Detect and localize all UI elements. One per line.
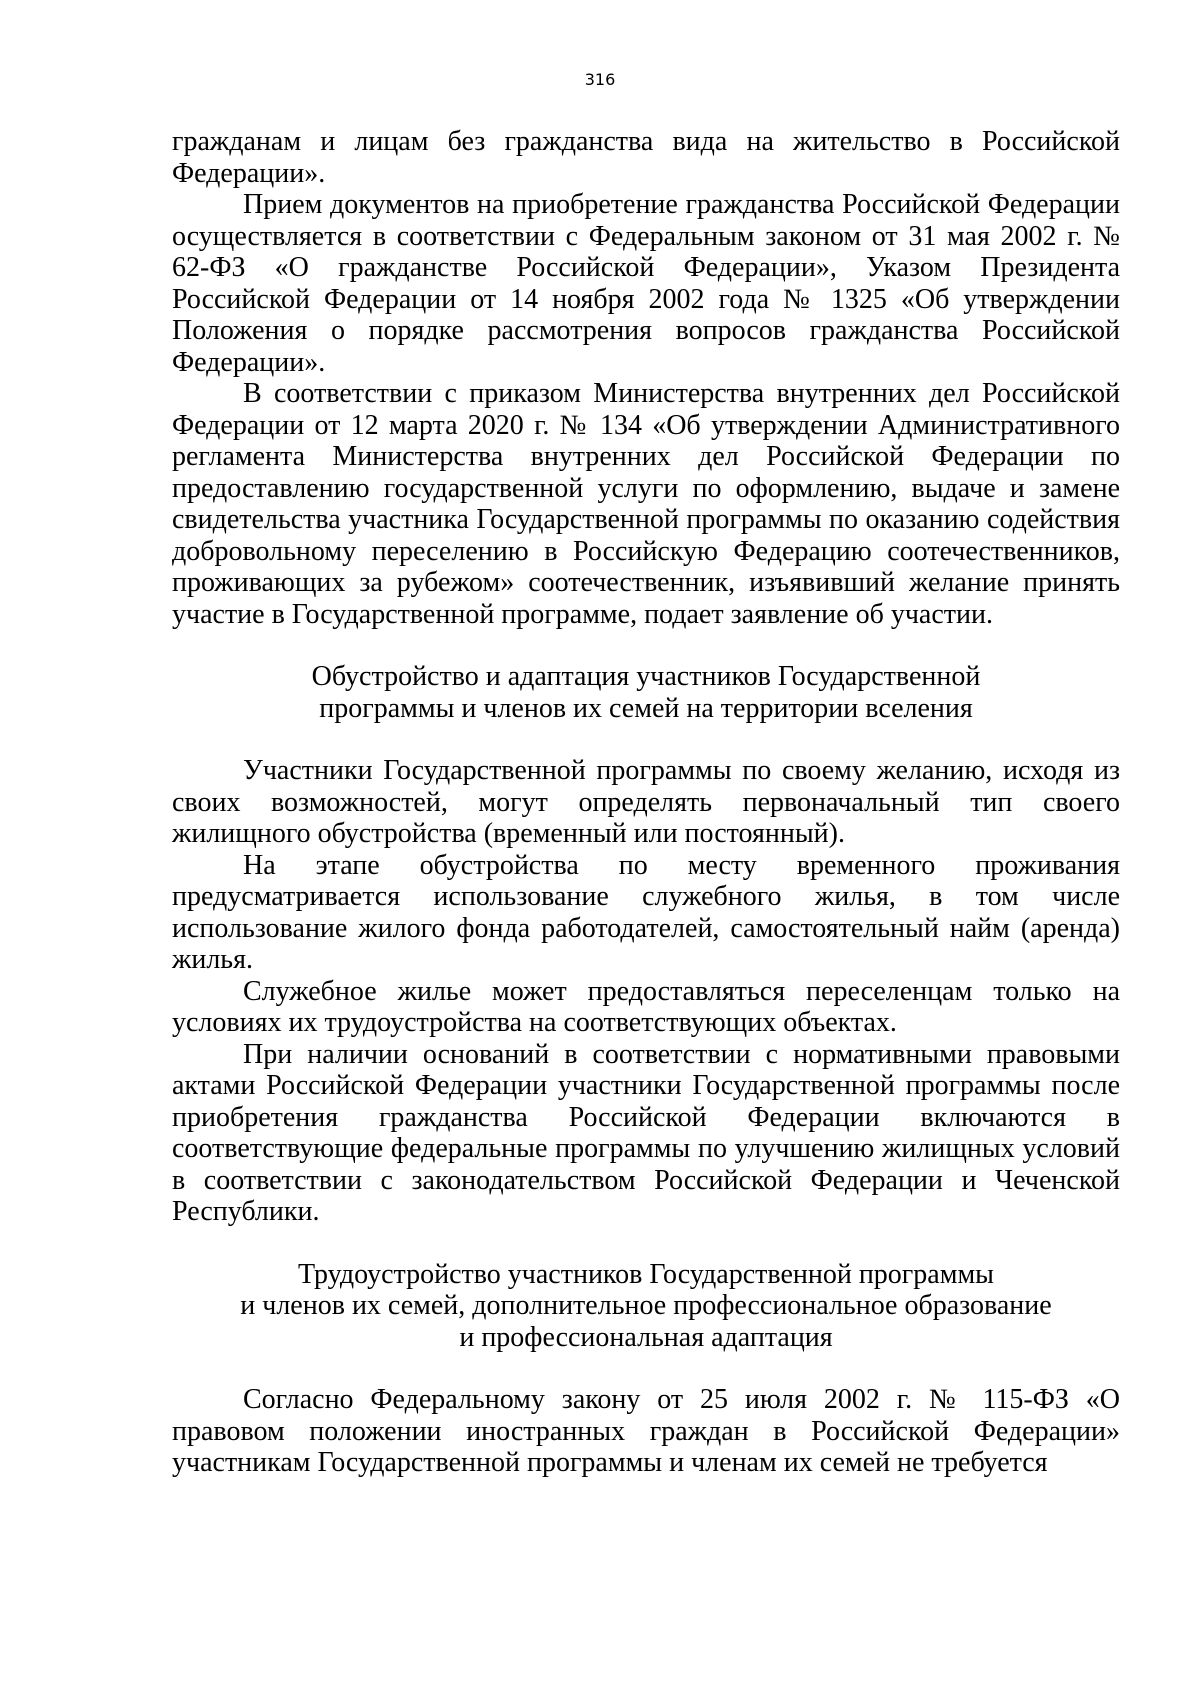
section-heading-line: и профессиональная адаптация [459, 1321, 833, 1353]
section-heading-employment [172, 1259, 1120, 1354]
page-number: 316 [584, 70, 616, 89]
section-heading-line: программы и членов их семей на территории вселения [319, 692, 973, 724]
paragraph-federal-law-115: Согласно Федеральному закону от 25 июля 2002 г. № 115-ФЗ «О правовом положении иностранных граждан в Российской Федерации» участникам Государственной программы и членам их семей не требуется [172, 1384, 1120, 1478]
section-heading-line: и членов их семей, дополнительное профессиональное образование [240, 1290, 1052, 1321]
paragraph-service-housing: Служебное жилье может предоставляться переселенцам только на условиях их трудоустройства на соответствующих объектах. [172, 975, 1120, 1038]
paragraph-mvd-order: В соответствии с приказом Министерства внутренних дел Российской Федерации от 12 марта 2020 г. № 134 «Об утверждении Административного регламента Министерства внутренних дел Российской Федерации по предоставлению государственной услуги по оформлению, выдаче и замене свидетельства участника Государственной программы по оказанию содействия добровольному переселению в Российскую Федерацию соотечественников, проживающих за рубежом» соотечественник, изъявивший желание принять участие в Государственной программе, подает заявление об участии. [172, 378, 1120, 630]
continuation-paragraph: гражданам и лицам без гражданства вида на жительство в Российской Федерации». [172, 126, 1120, 189]
paragraph-temporary-housing: На этапе обустройства по месту временного проживания предусматривается использование служебного жилья, в том числе использование жилого фонда работодателей, самостоятельный найм (аренда) жилья. [172, 849, 1120, 975]
paragraph-housing-type: Участники Государственной программы по своему желанию, исходя из своих возможностей, могут определять первоначальный тип своего жилищного обустройства (временный или постоянный). [172, 755, 1120, 849]
section-heading-line: Обустройство и адаптация участников Государственной [311, 661, 981, 692]
document-body [172, 126, 1120, 1479]
section-heading-settlement [172, 661, 1120, 724]
section-heading-line: Трудоустройство участников Государственной программы [298, 1258, 994, 1290]
paragraph-federal-programs: При наличии оснований в соответствии с нормативными правовыми актами Российской Федерации участники Государственной программы после приобретения гражданства Российской Федерации включаются в соответствующие федеральные программы по улучшению жилищных условий в соответствии с законодательством Российской Федерации и Чеченской Республики. [172, 1038, 1120, 1227]
paragraph-citizenship-documents: Прием документов на приобретение гражданства Российской Федерации осуществляется в соответствии с Федеральным законом от 31 мая 2002 г. № 62-ФЗ «О гражданстве Российской Федерации», Указом Президента Российской Федерации от 14 ноября 2002 года № 1325 «Об утверждении Положения о порядке рассмотрения вопросов гражданства Российской Федерации». [172, 189, 1120, 378]
